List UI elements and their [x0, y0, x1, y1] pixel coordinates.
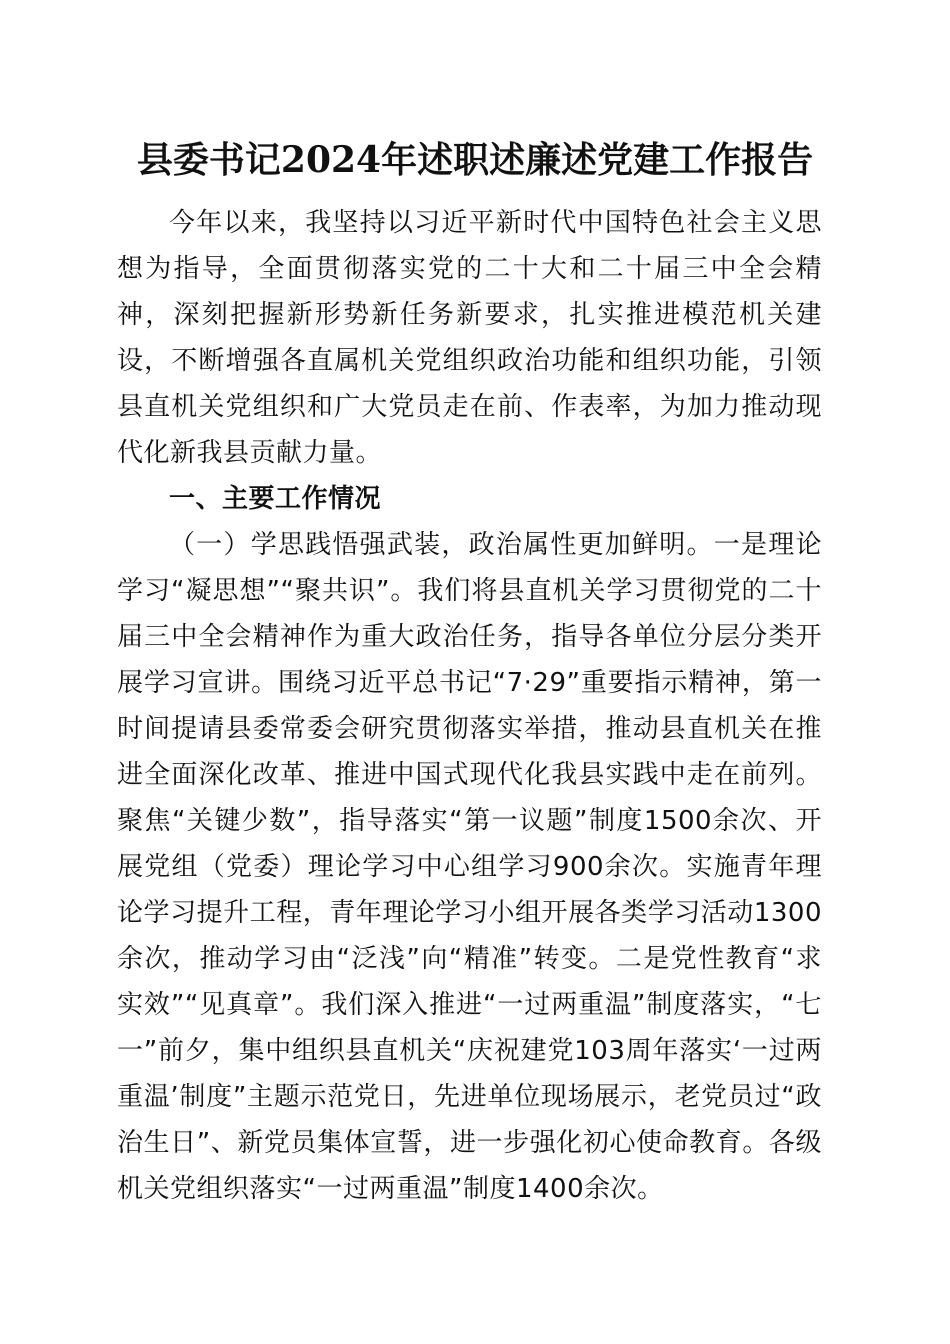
document-body: [117, 200, 822, 1212]
section-heading: 一、主要工作情况: [169, 484, 382, 514]
intro-paragraph: 今年以来，我坚持以习近平新时代中国特色社会主义思想为指导，全面贯彻落实党的二十大和二十届三中全会精神，深刻把握新形势新任务新要求，扎实推进模范机关建设，不断增强各直属机关党组织政治功能和组织功能，引领县直机关党组织和广大党员走在前、作表率，为加力推动现代化新我县贡献力量。: [117, 208, 822, 468]
section-paragraph: （一）学思践悟强武装，政治属性更加鲜明。一是理论学习“凝思想”“聚共识”。我们将县直机关学习贯彻党的二十届三中全会精神作为重大政治任务，指导各单位分层分类开展学习宣讲。围绕习近平总书记“7·29”重要指示精神，第一时间提请县委常委会研究贯彻落实举措，推动县直机关在推进全面深化改革、推进中国式现代化我县实践中走在前列。聚焦“关键少数”，指导落实“第一议题”制度1500余次、开展党组（党委）理论学习中心组学习900余次。实施青年理论学习提升工程，青年理论学习小组开展各类学习活动1300余次，推动学习由“泛浅”向“精准”转变。二是党性教育“求实效”“见真章”。我们深入推进“一过两重温”制度落实，“七一”前夕，集中组织县直机关“庆祝建党103周年落实‘一过两重温’制度”主题示范党日，先进单位现场展示，老党员过“政治生日”、新党员集体宣誓，进一步强化初心使命教育。各级机关党组织落实“一过两重温”制度1400余次。: [117, 530, 822, 1204]
document-title: 县委书记2024年述职述廉述党建工作报告: [136, 139, 814, 181]
